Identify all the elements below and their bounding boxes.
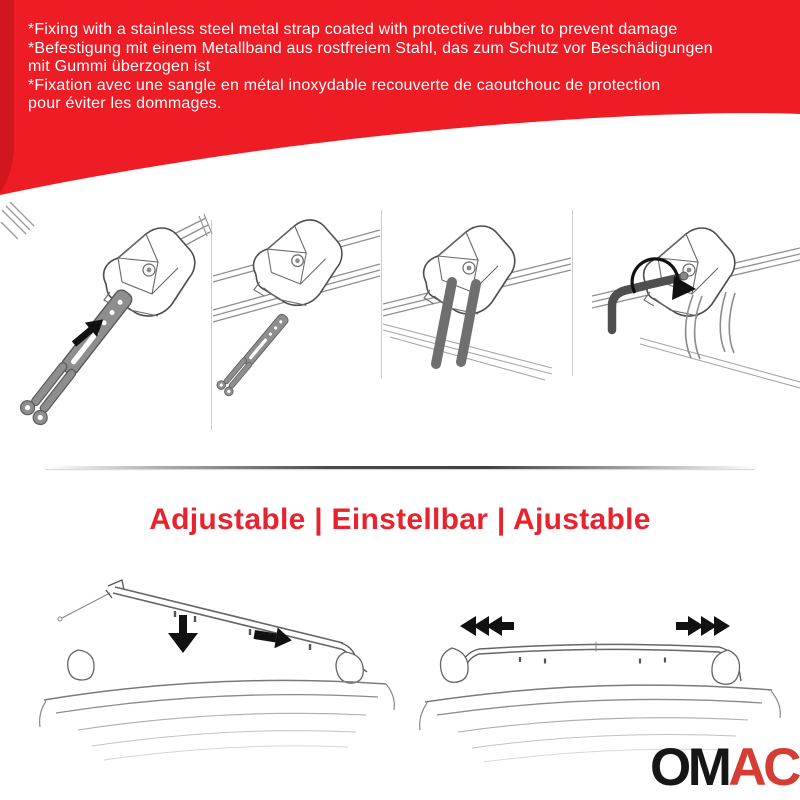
rack-foot-icon bbox=[254, 220, 342, 305]
logo-ac: AC bbox=[728, 738, 798, 797]
adjustable-heading: Adjustable | Einstellbar | Ajustable bbox=[149, 503, 651, 536]
roof-edge-icon bbox=[425, 685, 772, 702]
header-banner bbox=[0, 0, 800, 200]
windshield-top-icon bbox=[56, 695, 378, 713]
bolt-icon bbox=[680, 272, 688, 280]
roof-rail-near-edge-icon bbox=[640, 338, 800, 388]
triple-left-arrows-icon bbox=[460, 616, 514, 636]
crossbar-icon bbox=[113, 587, 343, 649]
triple-right-arrows-icon bbox=[676, 616, 730, 636]
down-arrowhead-icon bbox=[168, 633, 198, 653]
right-mirror-icon bbox=[712, 650, 740, 684]
metal-strap-icon bbox=[215, 310, 293, 397]
step-1-illustration bbox=[1, 202, 212, 427]
crossbar-tabs-icon bbox=[520, 657, 665, 664]
left-mirror-icon bbox=[68, 650, 94, 680]
banner-left-fold bbox=[0, 0, 14, 193]
windshield-line-icon bbox=[104, 746, 348, 760]
crossbar-lowering-diagram bbox=[40, 580, 395, 760]
section-divider bbox=[45, 466, 755, 469]
banner-line-fr-1: *Fixation avec une sangle en métal inoxydable recouverte de caoutchouc de protection bbox=[28, 76, 661, 94]
step-3-illustration bbox=[383, 226, 571, 380]
pillar-icon bbox=[40, 684, 395, 727]
banner-text bbox=[28, 21, 798, 114]
down-arrow-icon bbox=[179, 615, 187, 634]
right-mirror-icon bbox=[336, 652, 363, 683]
crossbar-icon bbox=[479, 644, 719, 654]
installation-steps bbox=[0, 200, 800, 470]
windshield-line-icon bbox=[458, 718, 748, 732]
metal-strap-icon bbox=[18, 284, 140, 428]
rack-foot-icon bbox=[644, 228, 735, 316]
banner-line-fr-2: pour éviter les dommages. bbox=[28, 95, 222, 113]
windshield-line-icon bbox=[78, 713, 366, 730]
step-2-illustration bbox=[213, 220, 380, 398]
strap-end-icon bbox=[58, 617, 62, 621]
windshield-line-icon bbox=[92, 731, 356, 746]
step-4-illustration bbox=[592, 228, 800, 388]
logo-om: OM bbox=[650, 738, 729, 797]
crossbar-cut-end-icon bbox=[1, 202, 34, 239]
windshield-top-icon bbox=[437, 699, 762, 715]
omac-logo bbox=[650, 738, 798, 797]
left-mirror-icon bbox=[440, 648, 468, 682]
banner-line-de-1: *Befestigung mit einem Metallband aus rostfreiem Stahl, das zum Schutz vor Beschädigungen bbox=[28, 39, 713, 57]
tension-wire-icon bbox=[62, 593, 110, 618]
banner-line-de-2: mit Gummi überzogen ist bbox=[28, 58, 211, 76]
banner-line-en: *Fixing with a stainless steel metal strap coated with protective rubber to prevent damage bbox=[28, 21, 678, 38]
